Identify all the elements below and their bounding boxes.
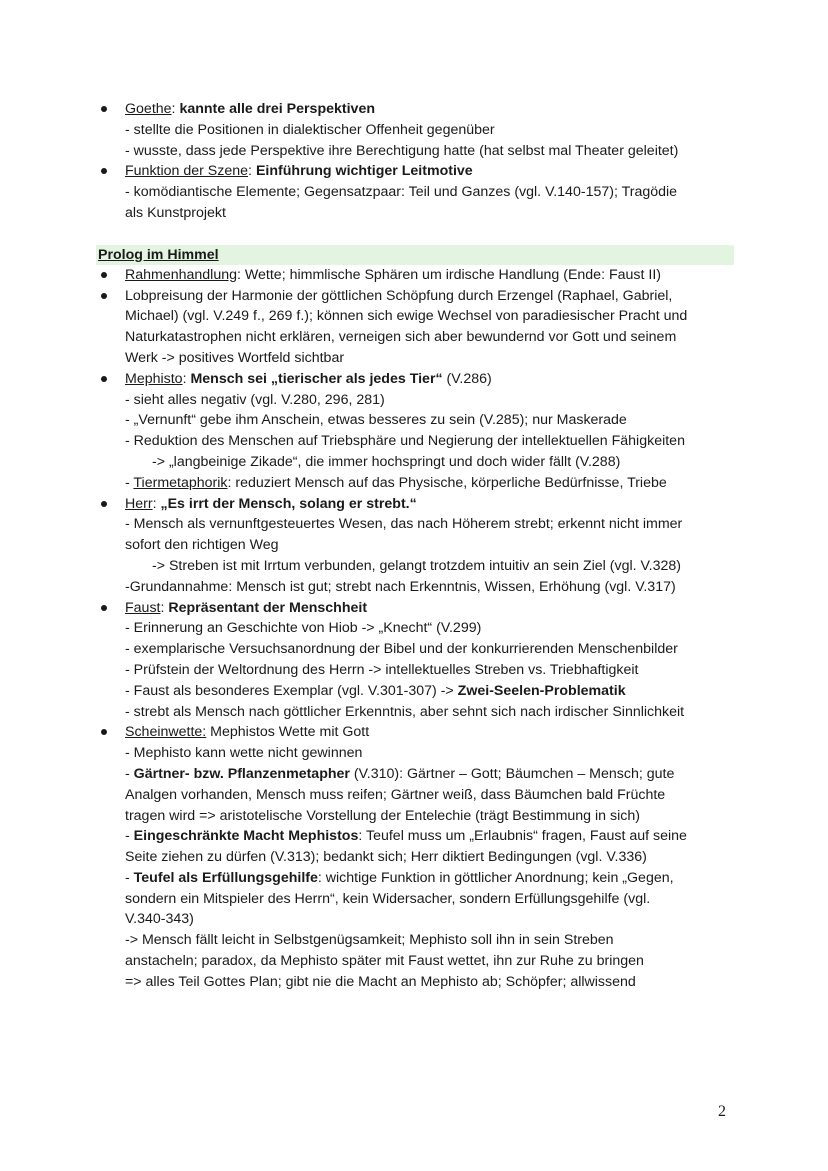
herr-line-indented: -> Streben ist mit Irrtum verbunden, gelangt trotzdem intuitiv an sein Ziel (vgl. V.328) xyxy=(152,557,681,574)
lobpreisung-line: Werk -> positives Wortfeld sichtbar xyxy=(125,349,345,366)
gaertner-bold: Gärtner- bzw. Pflanzenmetapher xyxy=(133,765,350,782)
mephisto-line-indented: -> „langbeinige Zikade“, die immer hochspringt und doch wider fällt (V.288) xyxy=(152,453,621,470)
rahmen-label: Rahmenhandlung xyxy=(125,266,238,283)
teufel-prefix: - xyxy=(125,869,134,886)
funktion-head: Einführung wichtiger Leitmotive xyxy=(255,163,473,180)
scheinwette-line: -> Mensch fällt leicht in Selbstgenügsamkeit; Mephisto soll ihn in sein Streben xyxy=(125,932,614,949)
bullet-rahmenhandlung xyxy=(98,265,738,286)
gaertner-prefix: - xyxy=(125,765,134,782)
herr-line: - Mensch als vernunftgesteuertes Wesen, das nach Höherem strebt; erkennt nicht immer xyxy=(125,516,683,533)
mephisto-line: - sieht alles negativ (vgl. V.280, 296, 281) xyxy=(125,391,385,408)
macht-rest: : Teufel muss um „Erlaubnis“ fragen, Faust auf seine xyxy=(358,828,687,845)
gaertner-rest: (V.310): Gärtner – Gott; Bäumchen – Mensch; gute xyxy=(349,765,675,782)
lobpreisung-line: Michael) (vgl. V.249 f., 269 f.); können sich ewige Wechsel von paradiesischer Pracht und xyxy=(125,308,688,325)
bullet-herr xyxy=(98,494,738,598)
scheinwette-text: Mephistos Wette mit Gott xyxy=(206,724,370,741)
funktion-line: als Kunstprojekt xyxy=(125,204,226,221)
bullet-lobpreisung xyxy=(98,286,738,369)
faust-head: Repräsentant der Menschheit xyxy=(168,599,368,616)
goethe-sep: : xyxy=(171,101,180,117)
bullet-faust xyxy=(98,598,738,723)
faust-line: - exemplarische Versuchsanordnung der Bibel und der konkurrierenden Menschenbilder xyxy=(125,641,678,658)
goethe-line: - stellte die Positionen in dialektischer Offenheit gegenüber xyxy=(125,121,495,138)
mephisto-ref: (V.286) xyxy=(442,370,492,387)
faust-line: - Erinnerung an Geschichte von Hiob -> „Knecht“ (V.299) xyxy=(125,620,482,637)
faust-l4-bold: Zwei-Seelen-Problematik xyxy=(457,682,626,699)
scheinwette-line: Seite ziehen zu dürfen (V.313); bedankt sich; Herr diktiert Bedingungen (vgl. V.336) xyxy=(125,849,647,866)
mephisto-sep: : xyxy=(182,370,191,387)
faust-line: - Prüfstein der Weltordnung des Herrn -> intellektuelles Streben vs. Triebhaftigkeit xyxy=(125,661,639,678)
herr-line: -Grundannahme: Mensch ist gut; strebt nach Erkenntnis, Wissen, Erhöhung (vgl. V.317) xyxy=(125,578,676,595)
herr-label: Herr xyxy=(125,495,153,512)
macht-bold: Eingeschränkte Macht Mephistos xyxy=(133,828,359,845)
herr-sep: : xyxy=(152,495,161,512)
bullet-scheinwette xyxy=(98,722,738,992)
lobpreisung-line: Naturkatastrophen nicht erklären, verneigen sich aber bewundernd vor Gott und seinem xyxy=(125,329,677,346)
faust-label: Faust xyxy=(125,599,161,616)
teufel-rest: : wichtige Funktion in göttlicher Anordnung; kein „Gegen, xyxy=(317,869,674,886)
spacer xyxy=(98,224,738,245)
herr-line: sofort den richtigen Weg xyxy=(125,537,279,554)
goethe-label: Goethe xyxy=(125,101,172,117)
tiermetaphorik-label: Tiermetaphorik xyxy=(133,474,228,491)
scheinwette-line: tragen wird => aristotelische Vorstellung der Entelechie (trägt Bestimmung in sich) xyxy=(125,807,640,824)
page-number: 2 xyxy=(718,1103,726,1120)
mephisto-head: Mensch sei „tierischer als jedes Tier“ xyxy=(190,370,443,387)
scheinwette-line: Analgen vorhanden, Mensch muss reifen; Gärtner weiß, dass Bäumchen bald Früchte xyxy=(125,786,666,803)
mephisto-line: - Reduktion des Menschen auf Triebsphäre und Negierung der intellektuellen Fähigkeiten xyxy=(125,433,685,450)
bullet-funktion xyxy=(98,161,738,223)
faust-sep: : xyxy=(160,599,169,616)
section-title: Prolog im Himmel xyxy=(96,245,734,265)
rahmen-text: : Wette; himmlische Sphären um irdische Handlung (Ende: Faust II) xyxy=(237,266,661,283)
scheinwette-line: anstacheln; paradox, da Mephisto später mit Faust wettet, ihn zur Ruhe zu bringen xyxy=(125,953,644,970)
scheinwette-line: sondern ein Mitspieler des Herrn“, kein Widersacher, sondern Erfüllungsgehilfe (vgl. xyxy=(125,890,651,907)
scheinwette-line: V.340-343) xyxy=(125,911,194,928)
mephisto-line: - „Vernunft“ gebe ihm Anschein, etwas besseres zu sein (V.285); nur Maskerade xyxy=(125,412,627,429)
herr-head: „Es irrt der Mensch, solang er strebt.“ xyxy=(160,495,417,512)
mephisto-l5-prefix: - xyxy=(125,474,134,491)
funktion-line: - komödiantische Elemente; Gegensatzpaar: Teil und Ganzes (vgl. V.140-157); Tragödie xyxy=(125,184,678,201)
funktion-sep: : xyxy=(248,163,256,180)
scheinwette-line: => alles Teil Gottes Plan; gibt nie die Macht an Mephisto ab; Schöpfer; allwissend xyxy=(125,973,636,990)
macht-prefix: - xyxy=(125,828,134,845)
scheinwette-label: Scheinwette: xyxy=(125,724,207,741)
scheinwette-line: - Mephisto kann wette nicht gewinnen xyxy=(125,745,363,762)
lobpreisung-line: Lobpreisung der Harmonie der göttlichen Schöpfung durch Erzengel (Raphael, Gabriel, xyxy=(125,287,673,304)
goethe-head: kannte alle drei Perspektiven xyxy=(179,101,376,117)
faust-l4-text: - Faust als besonderes Exemplar (vgl. V.301-307) -> xyxy=(125,682,458,699)
mephisto-l5-text: : reduziert Mensch auf das Physische, körperliche Bedürfnisse, Triebe xyxy=(227,474,667,491)
faust-line: - strebt als Mensch nach göttlicher Erkenntnis, aber sehnt sich nach irdischer Sinnlichkeit xyxy=(125,703,685,720)
funktion-label: Funktion der Szene xyxy=(125,163,249,180)
teufel-bold: Teufel als Erfüllungsgehilfe xyxy=(133,869,318,886)
bullet-mephisto xyxy=(98,369,738,494)
goethe-line: - wusste, dass jede Perspektive ihre Berechtigung hatte (hat selbst mal Theater geleitet) xyxy=(125,142,679,159)
notes-content xyxy=(98,99,738,993)
bullet-goethe xyxy=(98,99,738,161)
mephisto-label: Mephisto xyxy=(125,370,183,387)
